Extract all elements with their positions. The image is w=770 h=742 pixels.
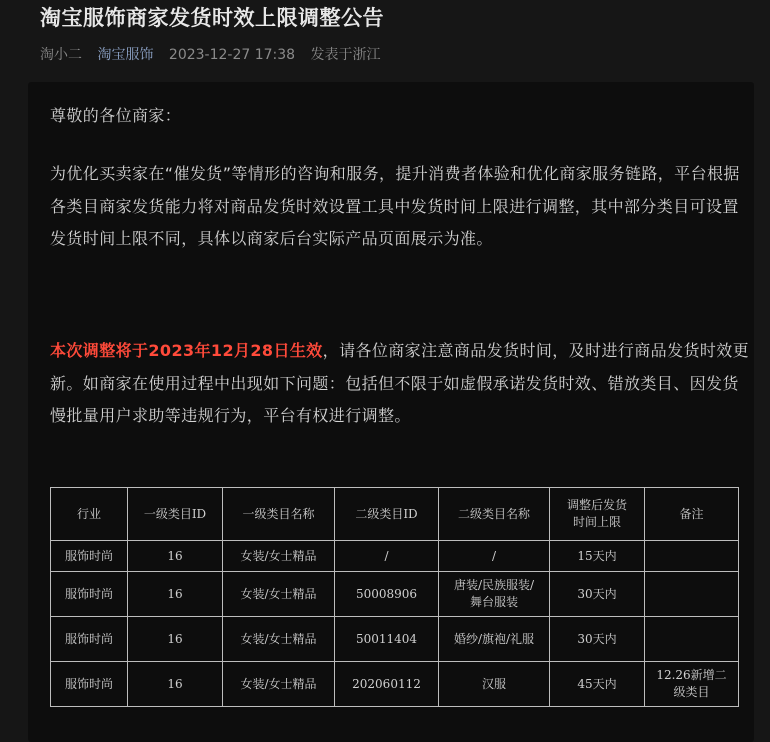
header-l1-name: 一级类目名称 xyxy=(223,488,335,541)
cell-l1-name: 女装/女士精品 xyxy=(223,572,335,617)
effective-date-highlight: 本次调整将于2023年12月28日生效 xyxy=(50,341,323,360)
cell-l2-name-line1: 婚纱/旗袍/礼服 xyxy=(453,631,535,646)
cell-note xyxy=(645,662,739,707)
cell-l1-name: 女装/女士精品 xyxy=(223,617,335,662)
cell-industry: 服饰时尚 xyxy=(51,617,128,662)
header-note: 备注 xyxy=(645,488,739,541)
cell-shipping-limit: 30天内 xyxy=(550,572,645,617)
cell-l2-id: 50008906 xyxy=(335,572,439,617)
header-l2-name: 二级类目名称 xyxy=(439,488,550,541)
cell-l1-id: 16 xyxy=(128,662,223,707)
cell-l2-id: 202060112 xyxy=(335,662,439,707)
cell-note xyxy=(645,617,739,662)
cell-note-line2: 级类目 xyxy=(673,685,710,699)
cell-l2-name-line1: 汉服 xyxy=(481,676,506,691)
cell-industry: 服饰时尚 xyxy=(51,662,128,707)
cell-l2-name xyxy=(439,617,550,662)
table-row xyxy=(51,617,739,662)
header-l1-id: 一级类目ID xyxy=(128,488,223,541)
cell-shipping-limit: 45天内 xyxy=(550,662,645,707)
cell-l2-name-line1: 唐装/民族服装/ xyxy=(453,578,535,592)
table-row xyxy=(51,662,739,707)
cell-l2-name-line2: 舞台服装 xyxy=(469,595,518,609)
greeting-paragraph: 尊敬的各位商家： xyxy=(50,106,182,125)
header-industry: 行业 xyxy=(51,488,128,541)
table-header-row xyxy=(51,488,739,541)
cell-note xyxy=(645,572,739,617)
cell-l2-name-line1: / xyxy=(491,548,497,563)
header-shipping-limit xyxy=(550,488,645,541)
cell-l1-name: 女装/女士精品 xyxy=(223,662,335,707)
article-meta xyxy=(40,44,392,64)
cell-l1-id: 16 xyxy=(128,572,223,617)
cell-l1-id: 16 xyxy=(128,541,223,572)
cell-note xyxy=(645,541,739,572)
cell-industry: 服饰时尚 xyxy=(51,572,128,617)
cell-shipping-limit: 30天内 xyxy=(550,617,645,662)
cell-industry: 服饰时尚 xyxy=(51,541,128,572)
effective-date-paragraph xyxy=(50,335,750,433)
author-name[interactable]: 淘小二 xyxy=(40,47,82,63)
cell-note-line1: 12.26新增二 xyxy=(656,668,727,682)
header-l2-id: 二级类目ID xyxy=(335,488,439,541)
table-row xyxy=(51,572,739,617)
header-shipping-limit-line2: 时间上限 xyxy=(572,515,621,529)
publish-datetime: 2023-12-27 17:38 xyxy=(168,47,296,63)
header-shipping-limit-line1: 调整后发货 xyxy=(566,498,627,512)
article-title: 淘宝服饰商家发货时效上限调整公告 xyxy=(40,6,384,30)
cell-l2-name xyxy=(439,541,550,572)
effective-date-rest: ，请各位商家注意商品发货时间，及时进行商品发货时效更新。如商家在使用过程中出现如下问题：包括但不限于如虚假承诺发货时效、错放类目、因发货慢批量用户求助等违规行为，平台有权进行调整。 xyxy=(50,341,750,425)
cell-shipping-limit: 15天内 xyxy=(550,541,645,572)
cell-l1-id: 16 xyxy=(128,617,223,662)
shipping-limit-table xyxy=(50,487,739,707)
cell-l2-id: / xyxy=(335,541,439,572)
publish-location: 发表于浙江 xyxy=(310,47,381,63)
cell-l2-name xyxy=(439,662,550,707)
cell-l1-name: 女装/女士精品 xyxy=(223,541,335,572)
cell-l2-id: 50011404 xyxy=(335,617,439,662)
source-account-link[interactable]: 淘宝服饰 xyxy=(97,47,154,63)
cell-l2-name xyxy=(439,572,550,617)
intro-paragraph: 为优化买卖家在“催发货”等情形的咨询和服务，提升消费者体验和优化商家服务链路，平台根据各类目商家发货能力将对商品发货时效设置工具中发货时间上限进行调整，其中部分类目可设置发货时间上限不同，具体以商家后台实际产品页面展示为准。 xyxy=(50,164,740,248)
table-row xyxy=(51,541,739,572)
